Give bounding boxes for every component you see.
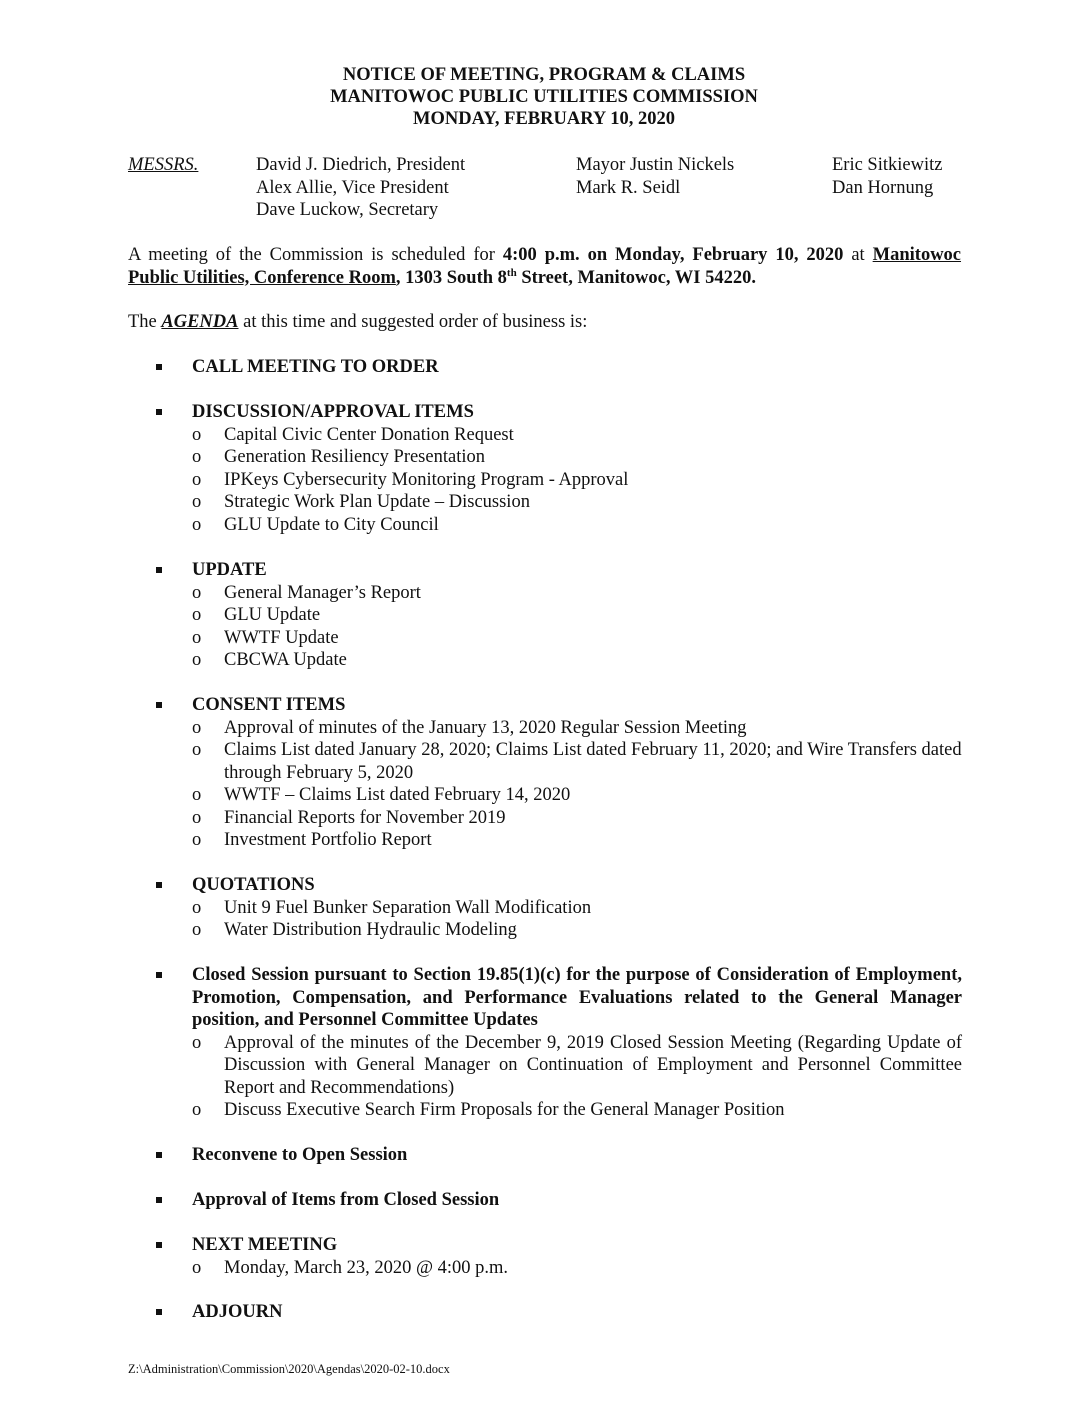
agenda-section [156,1234,962,1279]
agenda-item [192,604,962,627]
agenda-item [192,784,962,807]
title-line-3: MONDAY, FEBRUARY 10, 2020 [413,109,675,129]
agenda-section-heading: ADJOURN [192,1302,283,1322]
agenda-item [192,919,962,942]
agenda-section-heading: Reconvene to Open Session [192,1145,408,1165]
circle-bullet-icon: o [192,492,202,512]
agenda-item-text: Discuss Executive Search Firm Proposals for the General Manager Position [224,1100,785,1120]
document-title [0,64,1088,130]
meeting-address-sup: th [506,266,517,279]
circle-bullet-icon: o [192,897,202,918]
agenda-item-text: General Manager’s Report [224,582,421,603]
square-bullet-icon [156,964,164,971]
circle-bullet-icon: o [192,717,202,738]
intro-prefix: A meeting of the Commission is scheduled for [128,245,503,265]
agenda-item-text: Generation Resiliency Presentation [224,447,485,467]
agenda-intro-suffix: at this time and suggested order of business is: [238,312,588,332]
agenda-item [192,469,962,492]
meeting-time-date: 4:00 p.m. on Monday, February 10, 2020 [502,245,844,265]
circle-bullet-icon: o [192,627,202,648]
agenda-item [192,446,962,469]
square-bullet-icon [156,559,164,566]
agenda-section [156,694,962,852]
agenda-item-text: GLU Update [224,605,321,625]
agenda-item [192,1257,962,1280]
agenda-intro-prefix: The [128,312,162,332]
meeting-location: Manitowoc Public Utilities, Conference Room [128,245,962,288]
agenda-item-text: CBCWA Update [224,650,347,670]
agenda-item [192,897,962,920]
members-column-3 [832,154,942,199]
agenda-item [192,739,962,784]
agenda-item [192,514,962,537]
agenda-section [156,1301,962,1324]
agenda-item-text: Approval of minutes of the January 13, 2020 Regular Session Meeting [224,717,747,738]
agenda-section-heading: NEXT MEETING [192,1235,338,1255]
members-column-1 [256,154,465,222]
circle-bullet-icon: o [192,447,202,467]
member-name: Mayor Justin Nickels [576,155,735,175]
agenda-section-heading: UPDATE [192,560,267,580]
circle-bullet-icon: o [192,650,202,670]
agenda-item [192,1032,962,1100]
agenda-item-text: Water Distribution Hydraulic Modeling [224,920,517,940]
agenda-item [192,829,962,852]
circle-bullet-icon: o [192,920,202,940]
agenda-section [156,356,962,379]
agenda-item-text: Monday, March 23, 2020 @ 4:00 p.m. [224,1257,509,1278]
agenda-item-text: GLU Update to City Council [224,514,439,535]
agenda-item-text: IPKeys Cybersecurity Monitoring Program - Approval [224,469,629,490]
agenda-item [192,491,962,514]
agenda-item [192,807,962,830]
agenda-section-heading: Closed Session pursuant to Section 19.85(1)(c) for the purpose of Consideration of Employment, Promotion, Compensation, and Performance Evaluations related to the General Manager position, and Personnel Committee Updates [192,965,962,1030]
agenda-section-heading: Approval of Items from Closed Session [192,1190,500,1210]
circle-bullet-icon: o [192,830,202,850]
square-bullet-icon [156,874,164,881]
agenda-item-text: Unit 9 Fuel Bunker Separation Wall Modification [224,897,592,918]
meeting-address-post: Street, Manitowoc, WI 54220. [516,267,756,288]
agenda-item-text: Claims List dated January 28, 2020; Claims List dated February 11, 2020; and Wire Transfers dated through February 5, 2020 [224,740,962,783]
title-line-2: MANITOWOC PUBLIC UTILITIES COMMISSION [330,87,758,107]
agenda-intro-paragraph [128,311,961,334]
agenda-section-heading: DISCUSSION/APPROVAL ITEMS [192,402,474,422]
agenda-section [156,1144,962,1167]
agenda-item-text: WWTF – Claims List dated February 14, 2020 [224,785,571,805]
title-line-1: NOTICE OF MEETING, PROGRAM & CLAIMS [342,65,746,85]
agenda-item-text: WWTF Update [224,627,339,648]
square-bullet-icon [156,356,164,363]
member-name: David J. Diedrich, President [256,155,466,175]
circle-bullet-icon: o [192,469,202,490]
agenda-item-text: Investment Portfolio Report [224,830,432,850]
member-name: Alex Allie, Vice President [256,177,449,198]
circle-bullet-icon: o [192,582,202,603]
agenda-item [192,649,962,672]
circle-bullet-icon: o [192,740,202,760]
circle-bullet-icon: o [192,424,202,445]
member-name: Eric Sitkiewitz [832,155,943,175]
meeting-notice-paragraph [128,244,961,289]
member-name: Dan Hornung [832,177,934,198]
circle-bullet-icon: o [192,785,202,805]
agenda-item-text: Strategic Work Plan Update – Discussion [224,492,530,512]
square-bullet-icon [156,694,164,701]
agenda-section [156,401,962,536]
square-bullet-icon [156,401,164,408]
member-name: Mark R. Seidl [576,177,681,198]
circle-bullet-icon: o [192,1032,202,1053]
agenda-section [156,874,962,942]
agenda-section [156,559,962,672]
member-name: Dave Luckow, Secretary [256,200,439,220]
agenda-item [192,582,962,605]
square-bullet-icon [156,1189,164,1196]
square-bullet-icon [156,1301,164,1308]
agenda-section [156,964,962,1122]
agenda-section [156,1189,962,1212]
agenda-item [192,627,962,650]
agenda-item [192,717,962,740]
agenda-item-text: Financial Reports for November 2019 [224,807,506,828]
agenda-section-heading: QUOTATIONS [192,875,315,895]
intro-at: at [843,245,873,265]
agenda-keyword: AGENDA [161,312,239,332]
square-bullet-icon [156,1234,164,1241]
circle-bullet-icon: o [192,1100,202,1120]
agenda-section-heading: CONSENT ITEMS [192,695,346,715]
circle-bullet-icon: o [192,514,202,535]
circle-bullet-icon: o [192,605,202,625]
footer-file-path: Z:\Administration\Commission\2020\Agendas\2020-02-10.docx [128,1362,450,1376]
agenda-item-text: Approval of the minutes of the December 9, 2019 Closed Session Meeting (Regarding Update of Discussion with General Manager on Continuation of Employment and Personnel Committee Report and Recommendations) [224,1032,962,1098]
agenda-item [192,1099,962,1122]
agenda-item-text: Capital Civic Center Donation Request [224,424,514,445]
agenda-section-heading: CALL MEETING TO ORDER [192,357,439,377]
agenda-item [192,424,962,447]
circle-bullet-icon: o [192,1257,202,1278]
square-bullet-icon [156,1144,164,1151]
meeting-address-pre: , 1303 South 8 [395,267,507,288]
circle-bullet-icon: o [192,807,202,828]
members-column-2 [576,154,734,199]
messrs-label: MESSRS. [128,155,199,175]
